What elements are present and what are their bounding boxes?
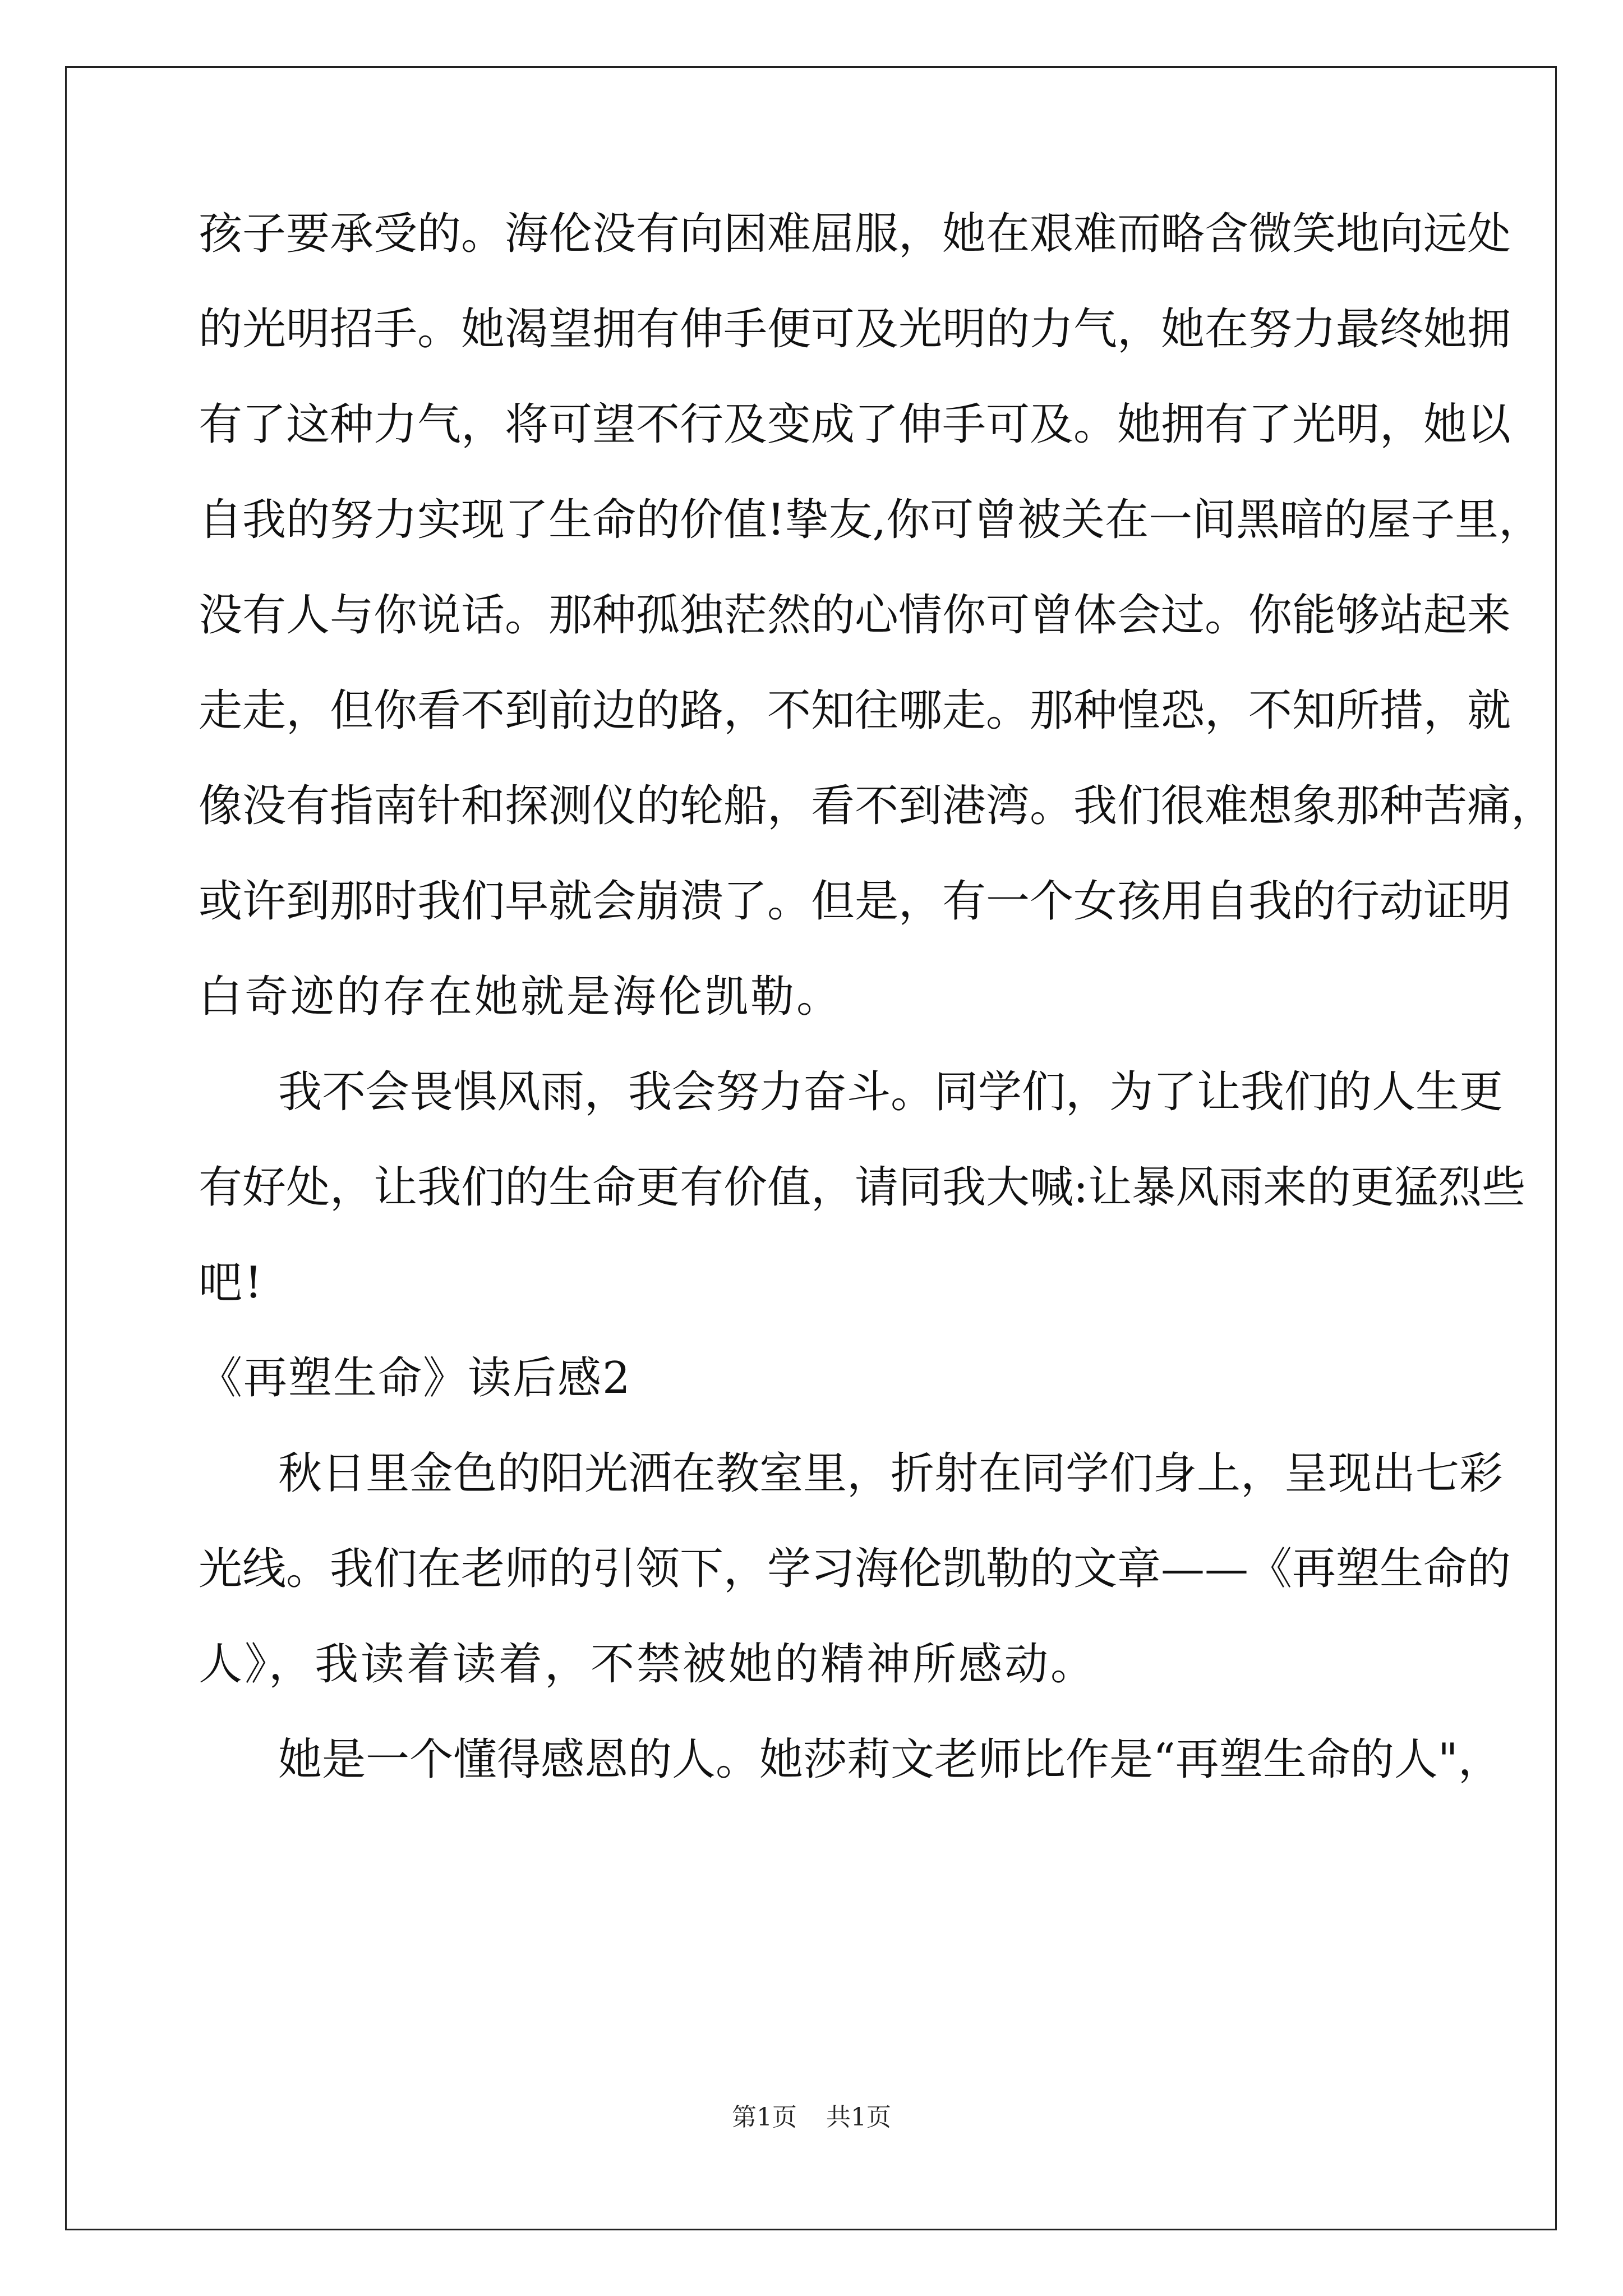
page-footer xyxy=(0,2105,1623,2130)
text-line: 走走，但你看不到前边的路，不知往哪走。那种惶恐，不知所措，就 xyxy=(199,685,1511,736)
text-line: 吧! xyxy=(199,1258,265,1308)
paragraph-first-line: 秋日里金色的阳光洒在教室里，折射在同学们身上，呈现出七彩 xyxy=(278,1448,1504,1499)
text-line: 光线。我们在老师的引领下，学习海伦凯勒的文章——《再塑生命的 xyxy=(199,1544,1511,1594)
page-number: 第1页 xyxy=(732,2103,797,2132)
text-line: 没有人与你说话。那种孤独茫然的心情你可曾体会过。你能够站起来 xyxy=(199,590,1511,641)
text-line: 或许到那时我们早就会崩溃了。但是，有一个女孩用自我的行动证明 xyxy=(199,876,1511,927)
text-line: 孩子要承受的。海伦没有向困难屈服，她在艰难而略含微笑地向远处 xyxy=(199,209,1511,259)
text-line: 自我的努力实现了生命的价值!挚友,你可曾被关在一间黑暗的屋子里， xyxy=(199,495,1543,545)
text-line: 人》，我读着读着，不禁被她的精神所感动。 xyxy=(199,1639,1097,1690)
paragraph-first-line: 我不会畏惧风雨，我会努力奋斗。同学们，为了让我们的人生更 xyxy=(278,1067,1504,1117)
text-line: 有了这种力气，将可望不行及变成了伸手可及。她拥有了光明，她以 xyxy=(199,399,1511,450)
section-heading: 《再塑生命》读后感2 xyxy=(199,1353,631,1404)
text-line: 的光明招手。她渴望拥有伸手便可及光明的力气，她在努力最终她拥 xyxy=(199,304,1511,355)
text-line: 像没有指南针和探测仪的轮船，看不到港湾。我们很难想象那种苦痛， xyxy=(199,781,1555,831)
text-line: 有好处，让我们的生命更有价值，请同我大喊:让暴风雨来的更猛烈些 xyxy=(199,1162,1526,1213)
text-line: 白奇迹的存在她就是海伦凯勒。 xyxy=(199,972,843,1022)
page-border xyxy=(65,66,1557,2230)
paragraph-first-line: 她是一个懂得感恩的人。她莎莉文老师比作是“再塑生命的人"， xyxy=(278,1734,1502,1785)
page-total: 共1页 xyxy=(826,2103,891,2132)
